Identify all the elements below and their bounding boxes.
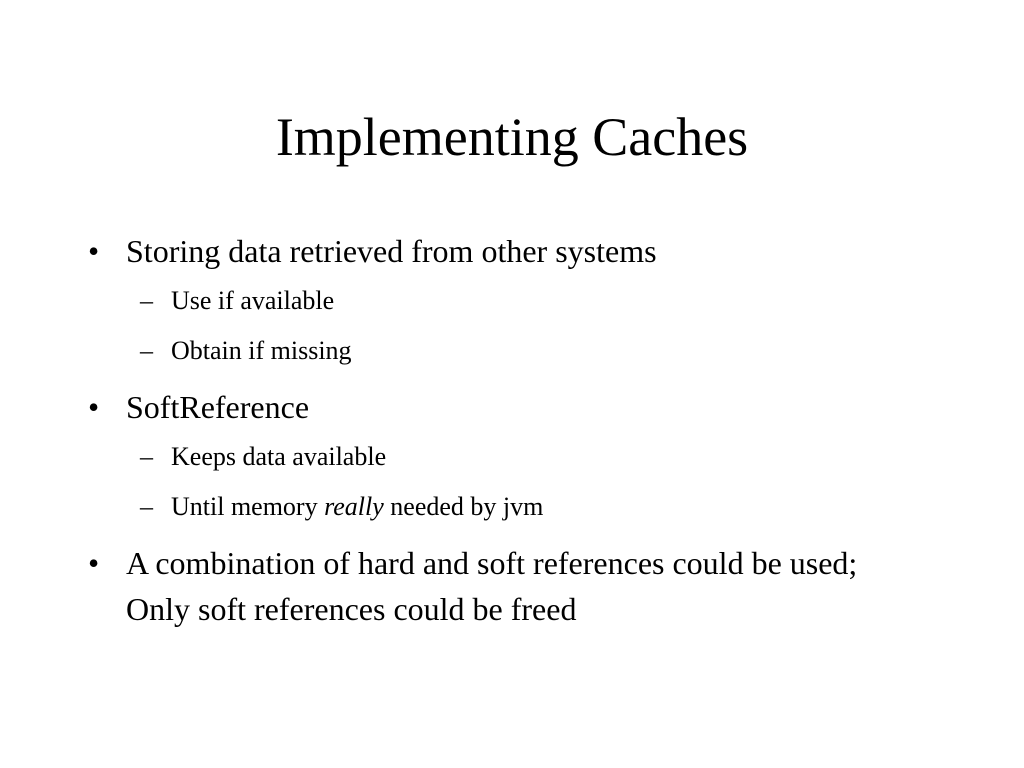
bullet-item [88,384,928,430]
bullet-marker: • [88,389,100,425]
sub-text: Use if available [171,286,335,315]
slide-title: Implementing Caches [275,107,749,167]
dash-marker: – [140,442,153,471]
bullet-text: A combination of hard and soft references could be used; Only soft references could be freed [126,545,858,627]
sub-item [88,276,928,326]
bullet-item [88,228,928,274]
bullet-text: Storing data retrieved from other systems [126,233,657,269]
bullet-marker: • [88,233,100,269]
sub-text-after: needed by jvm [383,492,544,521]
dash-marker: – [140,286,153,315]
sub-text: Keeps data available [171,442,387,471]
sub-item [88,482,928,532]
sub-item [88,432,928,482]
sub-list [88,432,928,532]
bullet-text: SoftReference [126,389,310,425]
sub-list [88,276,928,376]
dash-marker: – [140,336,153,365]
bullet-marker: • [88,545,100,581]
bullet-item [88,540,928,632]
sub-text-before: Until memory [171,492,325,521]
slide-body [88,228,928,632]
dash-marker: – [140,492,153,521]
sub-text: Obtain if missing [171,336,352,365]
sub-item [88,326,928,376]
sub-text-emphasis: really [324,492,384,521]
